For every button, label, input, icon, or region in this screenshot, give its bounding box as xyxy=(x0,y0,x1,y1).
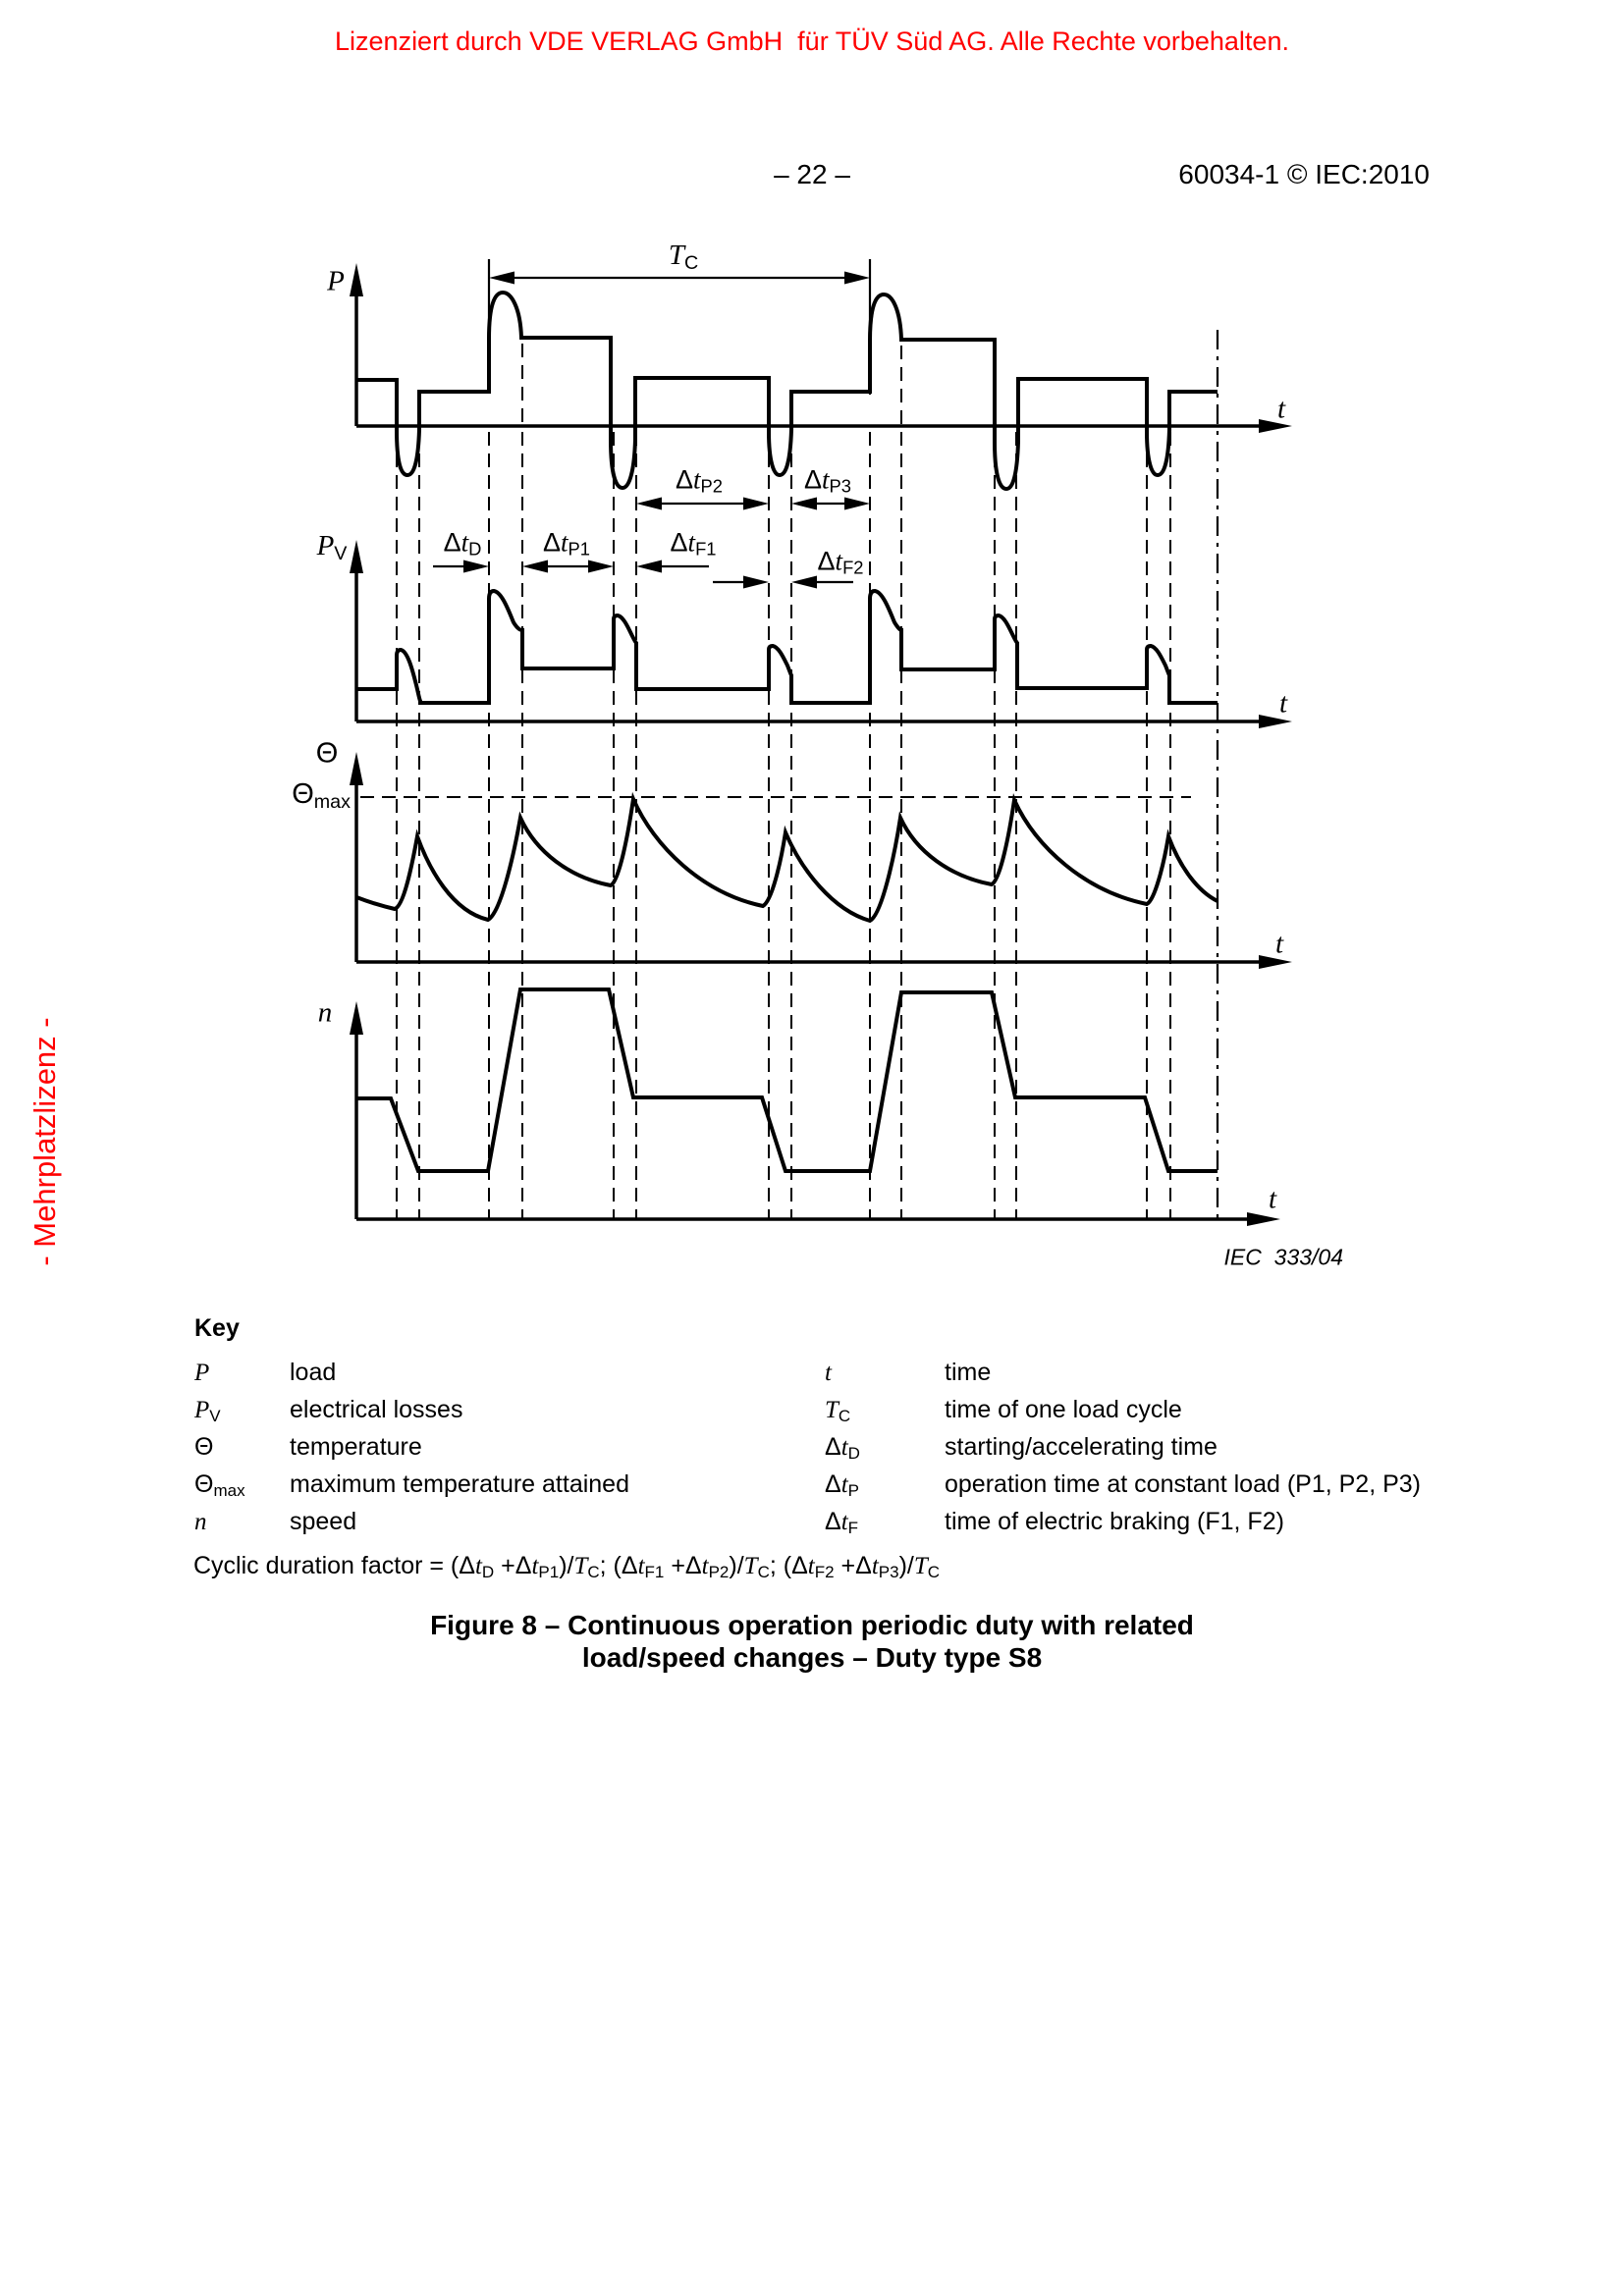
key-symbol: Θ xyxy=(194,1433,214,1461)
key-description: temperature xyxy=(290,1433,422,1461)
key-description: time of one load cycle xyxy=(945,1396,1182,1423)
figure-caption xyxy=(0,1609,1624,1674)
key-symbol: P xyxy=(194,1360,210,1386)
key-symbol: PV xyxy=(194,1397,221,1426)
key-description: speed xyxy=(290,1508,357,1535)
key-row xyxy=(825,1433,1218,1464)
key-row xyxy=(194,1359,336,1387)
key-description: starting/accelerating time xyxy=(945,1433,1218,1461)
n-axis-label: n xyxy=(317,996,333,1029)
iec-figure-reference: IEC 333/04 xyxy=(1223,1244,1343,1270)
key-row xyxy=(825,1396,1182,1426)
pv-axis-label: PV xyxy=(316,530,348,564)
key-symbol: t xyxy=(825,1360,832,1386)
license-text: Lizenziert durch VDE VERLAG GmbH für TÜV Süd AG. Alle Rechte vorbehalten. xyxy=(335,27,1289,56)
t-axis-label-theta: t xyxy=(1274,928,1284,960)
key-symbol: Θmax xyxy=(194,1470,245,1501)
key-row xyxy=(194,1508,356,1536)
speed-curve xyxy=(357,989,1218,1171)
tc-label: TC xyxy=(668,240,699,274)
page-number: – 22 – xyxy=(774,159,850,189)
theta-axis-label: Θ xyxy=(315,737,339,770)
key-symbol: ΔtP xyxy=(825,1470,859,1501)
figure-caption-line1: Figure 8 – Continuous operation periodic duty with related xyxy=(430,1610,1194,1640)
losses-curve xyxy=(357,591,1218,703)
key-description: time of electric braking (F1, F2) xyxy=(945,1508,1284,1535)
key-description: time xyxy=(945,1359,992,1386)
dt-p1-label: ΔtP1 xyxy=(542,527,591,560)
key-description: electrical losses xyxy=(290,1396,463,1423)
key-row xyxy=(825,1508,1284,1538)
key-symbol: n xyxy=(194,1509,207,1535)
key-title: Key xyxy=(194,1314,240,1342)
key-symbol: TC xyxy=(825,1397,851,1426)
key-row xyxy=(194,1470,629,1501)
theta-axes xyxy=(350,752,1292,969)
key-row xyxy=(825,1470,1421,1501)
dt-f1-label: ΔtF1 xyxy=(670,527,717,560)
dt-p3-label: ΔtP3 xyxy=(803,464,852,497)
p-axis-label: P xyxy=(327,265,345,297)
watermark-text: - Mehrplatzlizenz - xyxy=(27,1017,62,1266)
tc-dimension xyxy=(489,259,870,395)
dt-d-label: ΔtD xyxy=(443,527,482,560)
dt-dimension-arrows xyxy=(433,498,870,589)
key-row xyxy=(194,1396,462,1426)
dt-f2-label: ΔtF2 xyxy=(817,546,864,578)
dt-p2-label: ΔtP2 xyxy=(675,464,724,497)
key-description: load xyxy=(290,1359,337,1386)
key-row xyxy=(194,1433,422,1462)
t-axis-label-p: t xyxy=(1276,393,1286,425)
theta-max-label: Θmax xyxy=(292,778,351,813)
key-description: operation time at constant load (P1, P2, P3) xyxy=(945,1470,1421,1498)
doc-reference: 60034-1 © IEC:2010 xyxy=(1178,159,1430,189)
figure-caption-line2: load/speed changes – Duty type S8 xyxy=(581,1642,1043,1673)
key-symbol: ΔtF xyxy=(825,1508,859,1538)
t-axis-label-pv: t xyxy=(1278,687,1288,720)
cyclic-duration-factor-formula: Cyclic duration factor = (ΔtD +ΔtP1)/TC; (ΔtF1 +ΔtP2)/TC; (ΔtF2 +ΔtP3)/TC xyxy=(193,1552,941,1582)
key-row xyxy=(825,1359,991,1387)
temperature-curve xyxy=(356,799,1218,921)
t-axis-label-n: t xyxy=(1268,1183,1277,1215)
load-curve xyxy=(357,293,1218,489)
key-description: maximum temperature attained xyxy=(290,1470,629,1498)
key-symbol: ΔtD xyxy=(825,1433,860,1464)
